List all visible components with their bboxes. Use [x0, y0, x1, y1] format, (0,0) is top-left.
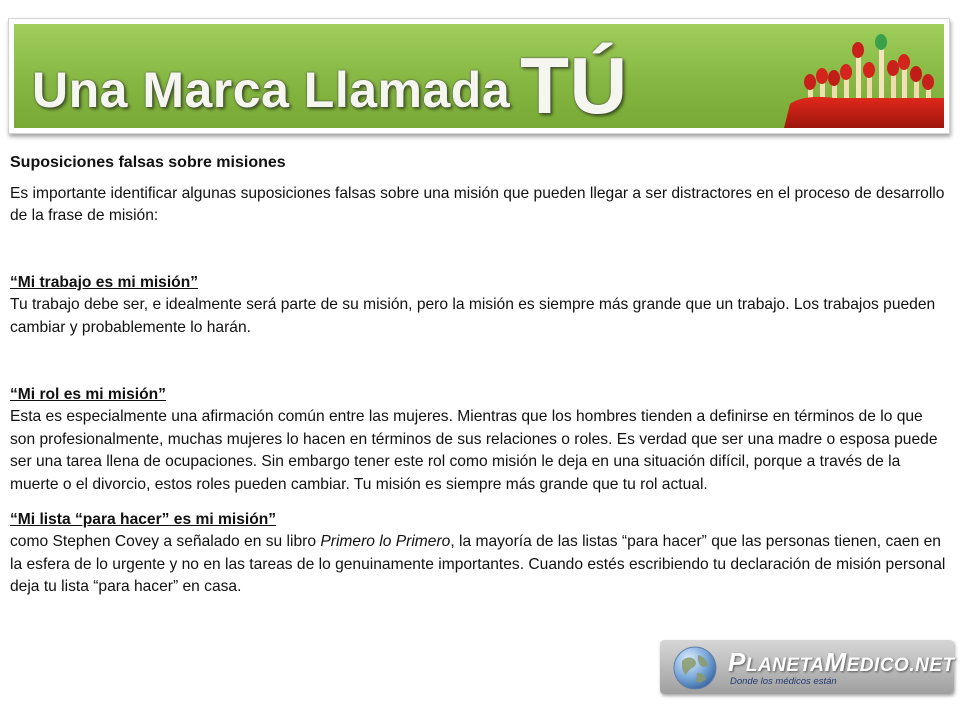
banner-background [14, 24, 944, 128]
title-emphasis: TÚ [520, 41, 628, 128]
globe-icon [672, 645, 718, 691]
logo-name: PLANETAMEDICO.NET [728, 647, 955, 677]
banner-title [32, 40, 628, 128]
body-text: como Stephen Covey a señalado en su libro [10, 533, 321, 551]
spacer [10, 228, 950, 272]
section-title-rol: “Mi rol es mi misión” [10, 385, 166, 403]
spacer [10, 497, 950, 509]
section-body-rol: Esta es especialmente una afirmación común entre las mujeres. Mientras que los hombres tienden a definirse en términos de lo que son profesionalmente, muchas mujeres lo hacen en términos de sus relaciones o roles. Es verdad que ser una madre o esposa puede ser una tarea llena de ocupaciones. Sin embargo tener este rol como misión le deja en una situación difícil, porque a través de la muerte o el divorcio, estos roles pueden cambiar. Tu misión es siempre más grande que tu rol actual. [10, 408, 938, 493]
section-body-lista [10, 531, 950, 599]
matches-illustration [744, 24, 944, 128]
match-box [784, 97, 944, 128]
section-title-lista: “Mi lista “para hacer” es mi misión” [10, 510, 277, 528]
title-prefix: Una Marca Llamada [32, 62, 511, 118]
main-content [10, 148, 950, 599]
body-text: , la mayoría de las listas “para hacer” que las personas tienen, caen en la esfera de lo urgente y no en las tareas de lo genuinamente importantes. Cuando estés escribiendo tu declaración de misión personal deja tu lista “para hacer” en casa. [10, 533, 946, 596]
logo-tagline: Donde los médicos están [730, 676, 837, 687]
section-title-trabajo: “Mi trabajo es mi misión” [10, 273, 199, 291]
section-body-trabajo: Tu trabajo debe ser, e idealmente será parte de su misión, pero la misión es siempre más grande que un trabajo. Los trabajos pueden cambiar y probablemente lo harán. [10, 296, 936, 336]
banner-frame [8, 18, 950, 134]
spacer [10, 340, 950, 384]
book-title: Primero lo Primero [320, 533, 451, 551]
title-banner [8, 18, 948, 132]
intro-paragraph: Es importante identificar algunas suposiciones falsas sobre una misión que pueden llegar a ser distractores en el proceso de desarrollo de la frase de misión: [10, 184, 945, 225]
planetamedico-logo[interactable] [660, 640, 954, 694]
section-heading: Suposiciones falsas sobre misiones [10, 154, 286, 171]
